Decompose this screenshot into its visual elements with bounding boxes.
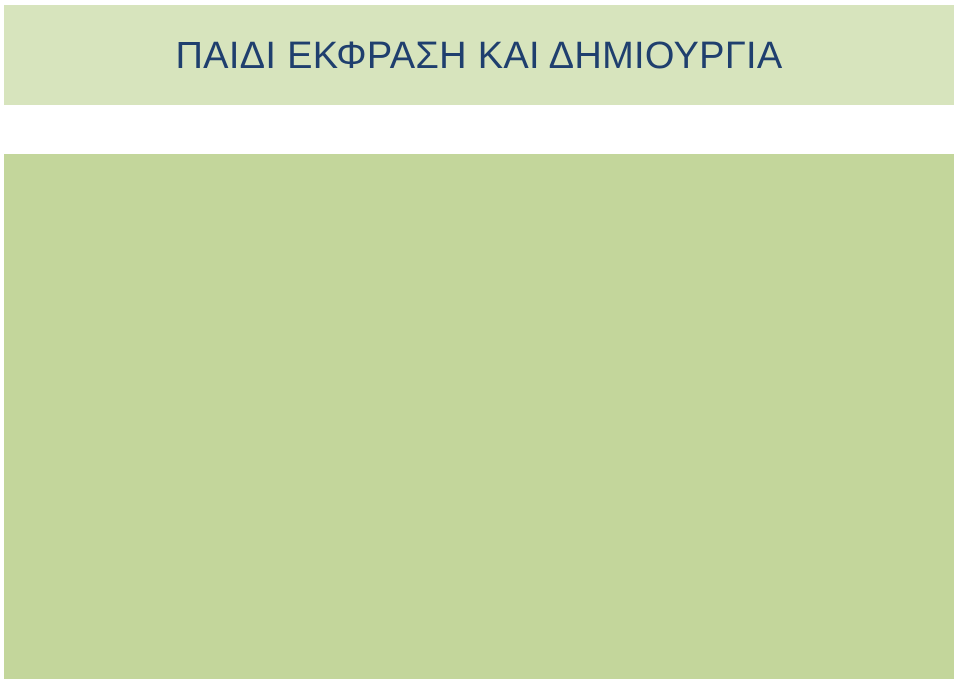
page-title: ΠΑΙΔΙ ΕΚΦΡΑΣΗ ΚΑΙ ΔΗΜΙΟΥΡΓΙΑ bbox=[175, 34, 783, 77]
title-box bbox=[4, 5, 954, 105]
content-box bbox=[4, 154, 954, 679]
